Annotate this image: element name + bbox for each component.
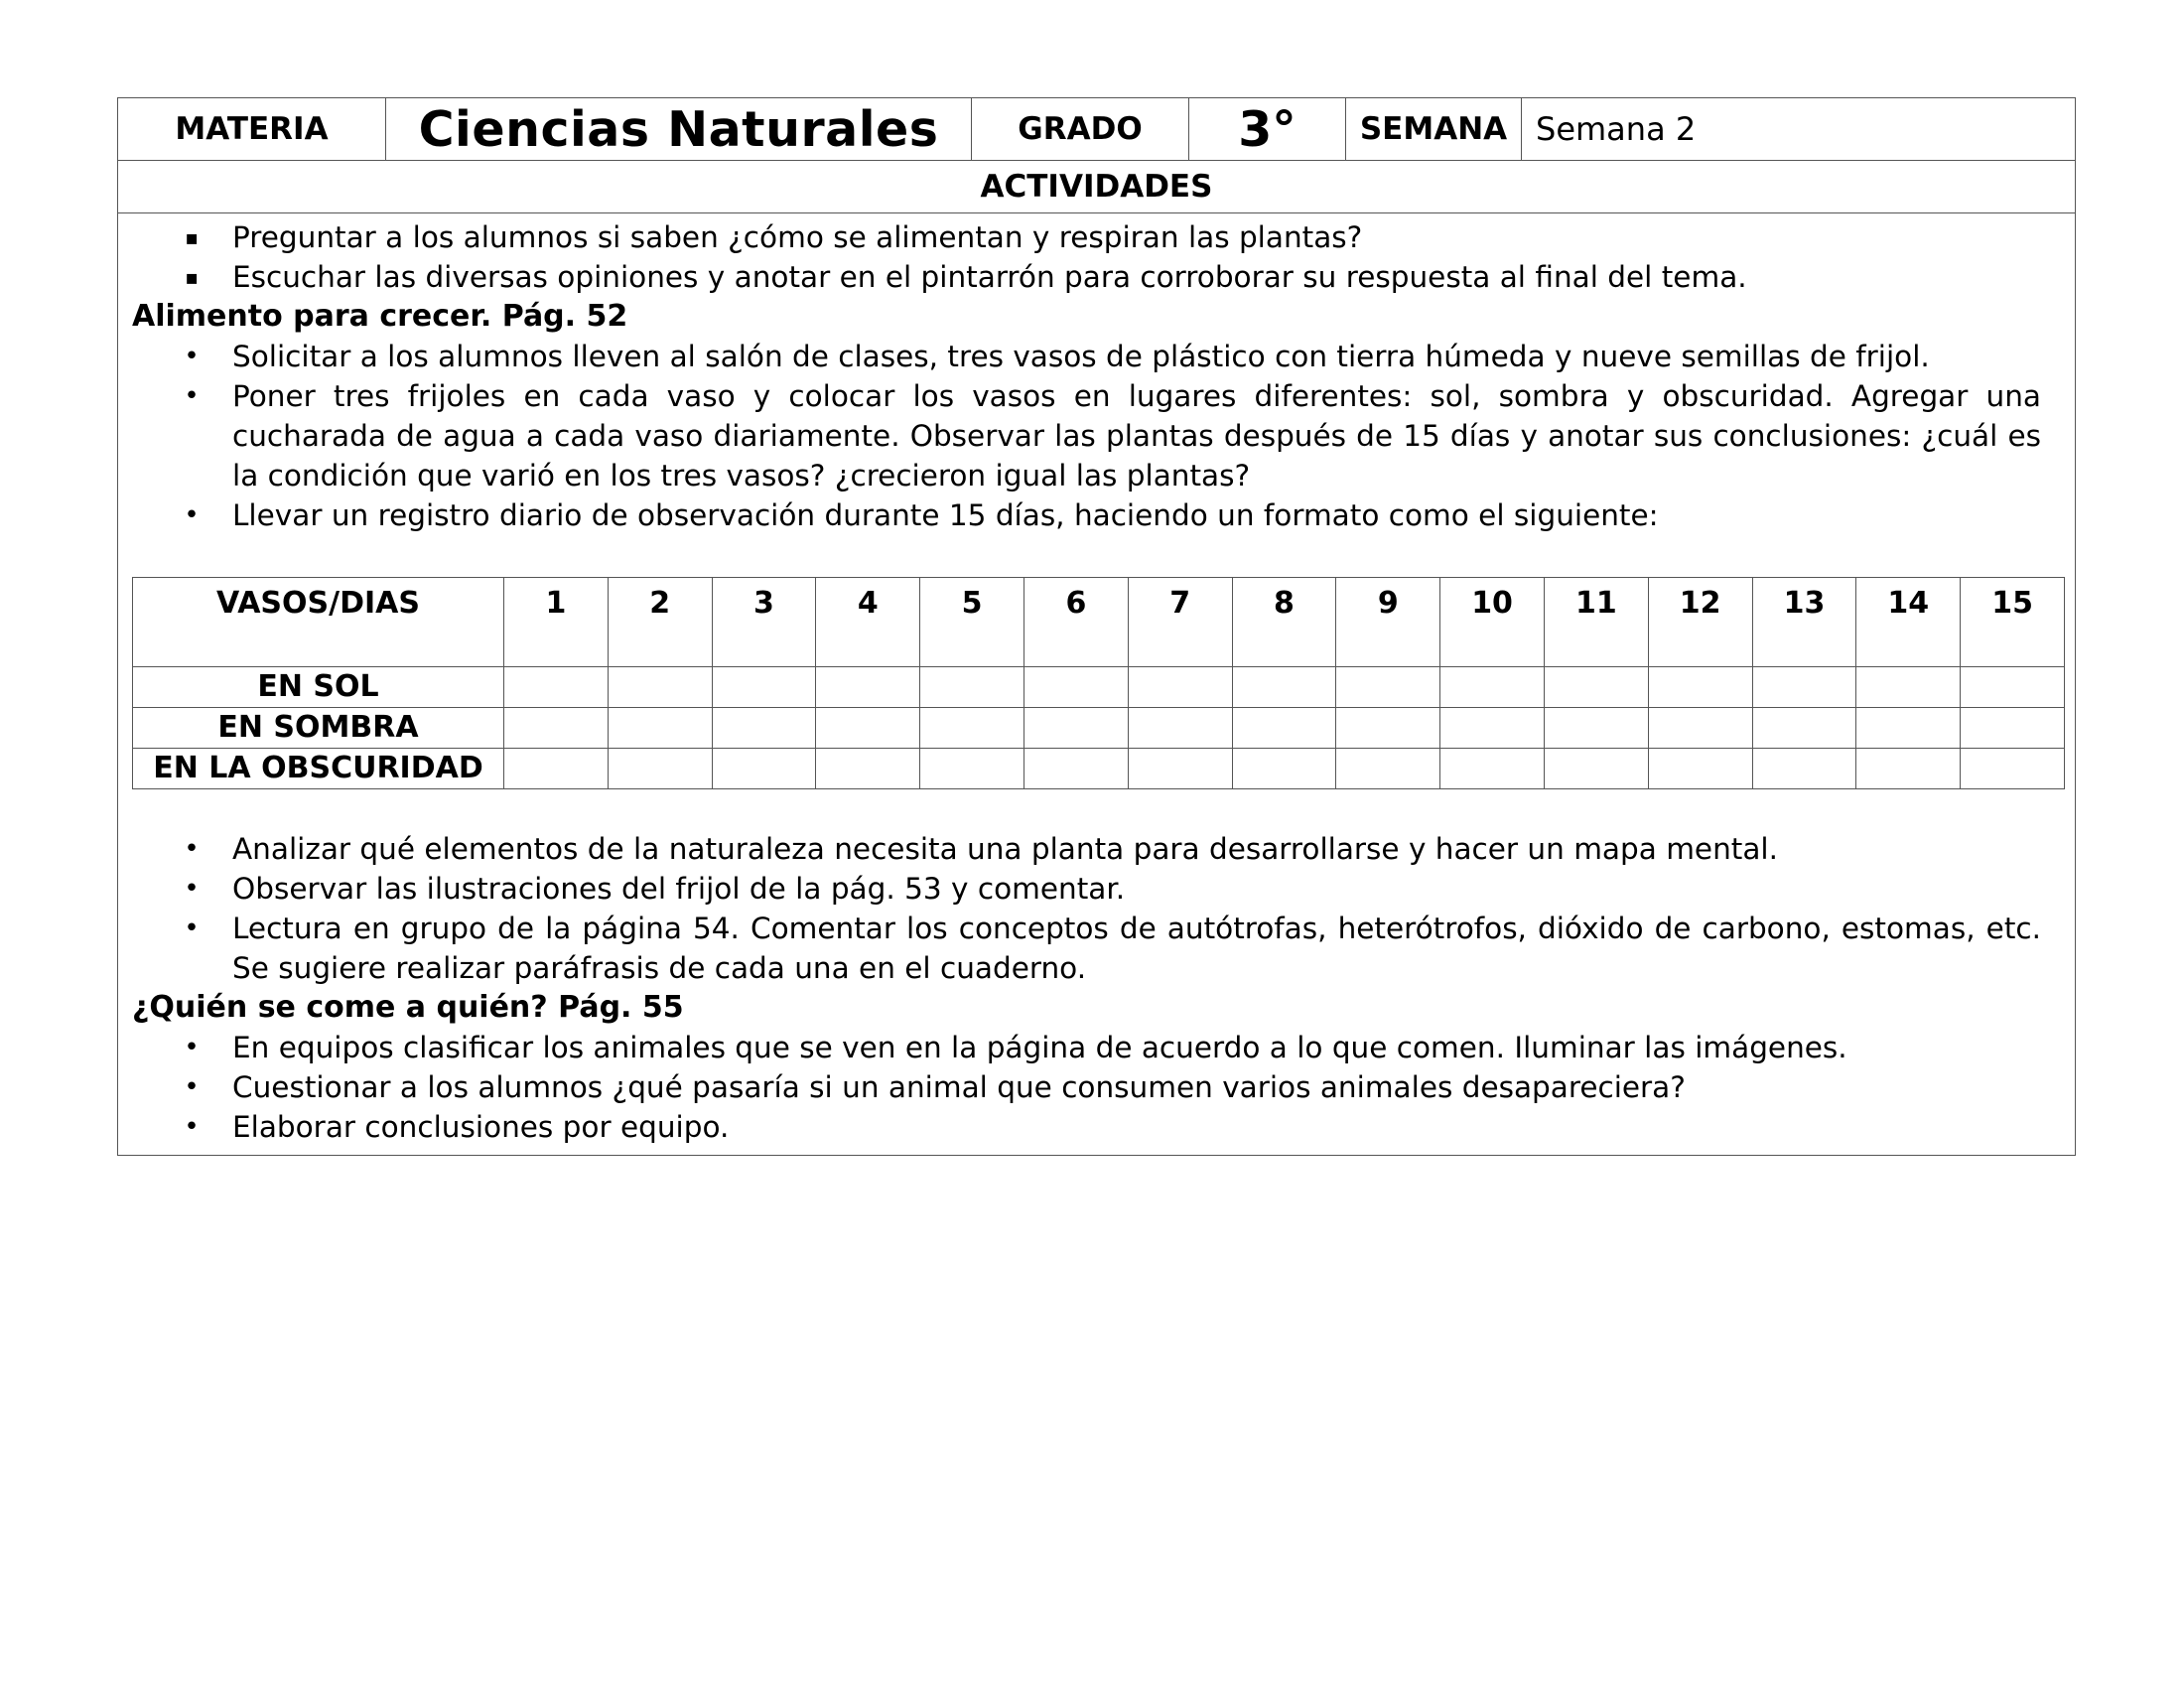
bullet-icon: • [184,914,200,943]
day-header: 3 [712,578,816,667]
table-cell [504,708,609,749]
table-cell [1648,667,1752,708]
table-cell [1856,749,1961,789]
day-header: 11 [1544,578,1648,667]
day-header: 13 [1752,578,1856,667]
list-item: • Poner tres frijoles en cada vaso y colocar los vasos en lugares diferentes: sol, sombra y obscuridad. Agregar una cucharada de agua a cada vaso diariamente. Observar las plantas después de 15 días y anotar sus conclusiones: ¿cuál es la condición que varió en los tres vasos? ¿crecieron igual las plantas? [132,376,2041,495]
list-item: • Cuestionar a los alumnos ¿qué pasaría si un animal que consumen varios animales desapareciera? [132,1067,2041,1107]
list-item: • Elaborar conclusiones por equipo. [132,1107,2041,1147]
row-label: EN SOMBRA [133,708,504,749]
table-cell [1336,667,1440,708]
materia-value: Ciencias Naturales [386,98,972,160]
table-header-row [133,578,2065,667]
table-cell [1440,749,1545,789]
lesson-plan-sheet [117,97,2076,1156]
day-header: 9 [1336,578,1440,667]
day-header: 5 [920,578,1024,667]
table-cell [816,667,920,708]
square-bullet-icon: ▪ [185,265,199,289]
day-header: 8 [1232,578,1336,667]
table-cell [1232,667,1336,708]
list-item: • Solicitar a los alumnos lleven al salón de clases, tres vasos de plástico con tierra húmeda y nueve semillas de frijol. [132,337,2041,376]
table-row [133,708,2065,749]
day-header: 15 [1961,578,2065,667]
table-cell [1856,667,1961,708]
table-cell [920,667,1024,708]
list-item: • Observar las ilustraciones del frijol de la pág. 53 y comentar. [132,869,2041,909]
table-cell [1440,708,1545,749]
bullet-icon: • [184,342,200,371]
square-bullet-icon: ▪ [185,225,199,249]
section2-list [132,1028,2041,1147]
table-cell [1544,708,1648,749]
table-cell [1440,667,1545,708]
day-header: 4 [816,578,920,667]
activities-title: ACTIVIDADES [118,161,2075,213]
table-cell [1336,708,1440,749]
table-cell [504,749,609,789]
table-cell [712,667,816,708]
table-cell [816,749,920,789]
list-item: • Llevar un registro diario de observación durante 15 días, haciendo un formato como el siguiente: [132,495,2041,535]
day-header: 2 [608,578,712,667]
intro-list [132,217,2041,297]
table-cell [608,667,712,708]
table-cell [816,708,920,749]
table-cell [1024,708,1128,749]
table-cell [1024,667,1128,708]
section1-after-list [132,829,2041,988]
table-corner-header: VASOS/DIAS [133,578,504,667]
table-cell [1024,749,1128,789]
table-row [133,749,2065,789]
table-cell [1961,708,2065,749]
bullet-icon: • [184,874,200,904]
table-cell [1544,749,1648,789]
table-cell [1232,708,1336,749]
bullet-icon: • [184,500,200,530]
header-row [118,98,2075,161]
table-cell [920,708,1024,749]
table-cell [1648,708,1752,749]
table-cell [1856,708,1961,749]
bullet-icon: • [184,1112,200,1142]
table-cell [712,708,816,749]
row-label: EN SOL [133,667,504,708]
table-cell [1752,708,1856,749]
day-header: 10 [1440,578,1545,667]
table-row [133,667,2065,708]
table-cell [1752,667,1856,708]
materia-label: MATERIA [118,98,386,160]
day-header: 6 [1024,578,1128,667]
day-header: 14 [1856,578,1961,667]
table-cell [608,708,712,749]
list-item: ▪ Escuchar las diversas opiniones y anotar en el pintarrón para corroborar su respuesta al final del tema. [132,257,2041,297]
list-item: ▪ Preguntar a los alumnos si saben ¿cómo se alimentan y respiran las plantas? [132,217,2041,257]
activities-content [118,213,2075,1155]
grado-label: GRADO [972,98,1189,160]
table-cell [1961,667,2065,708]
table-cell [1128,667,1232,708]
day-header: 1 [504,578,609,667]
list-item: • Analizar qué elementos de la naturaleza necesita una planta para desarrollarse y hacer un mapa mental. [132,829,2041,869]
semana-label: SEMANA [1346,98,1522,160]
grado-value: 3° [1189,98,1346,160]
bullet-icon: • [184,1072,200,1102]
section-heading: ¿Quién se come a quién? Pág. 55 [132,990,684,1025]
table-cell [712,749,816,789]
table-cell [1128,708,1232,749]
table-cell [920,749,1024,789]
bullet-icon: • [184,1033,200,1062]
table-cell [1336,749,1440,789]
semana-value: Semana 2 [1536,110,1697,148]
section-heading: Alimento para crecer. Pág. 52 [132,299,628,334]
row-label: EN LA OBSCURIDAD [133,749,504,789]
day-header: 7 [1128,578,1232,667]
day-header: 12 [1648,578,1752,667]
table-cell [1961,749,2065,789]
table-cell [1544,667,1648,708]
bullet-icon: • [184,834,200,864]
bullet-icon: • [184,381,200,411]
section1-list [132,337,2041,535]
table-cell [1128,749,1232,789]
table-cell [1648,749,1752,789]
list-item: • Lectura en grupo de la página 54. Comentar los conceptos de autótrofas, heterótrofos, dióxido de carbono, estomas, etc. Se sugiere realizar paráfrasis de cada una en el cuaderno. [132,909,2041,988]
list-item: • En equipos clasificar los animales que se ven en la página de acuerdo a lo que comen. Iluminar las imágenes. [132,1028,2041,1067]
observation-table [132,577,2065,789]
table-cell [1752,749,1856,789]
table-cell [1232,749,1336,789]
table-cell [608,749,712,789]
table-cell [504,667,609,708]
